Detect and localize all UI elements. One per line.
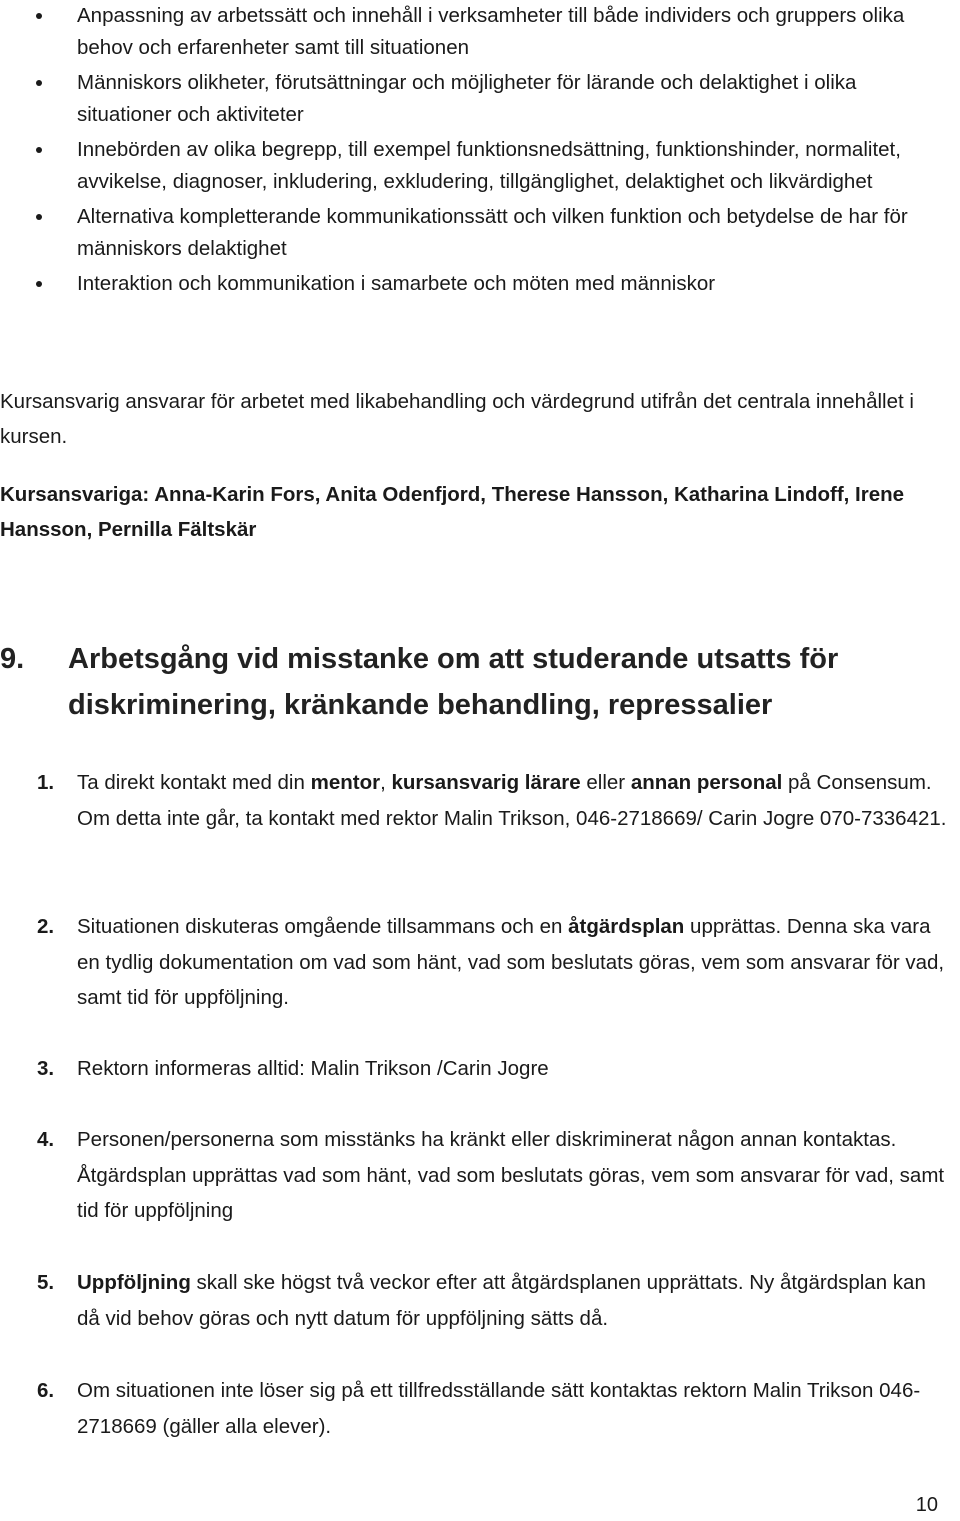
step-text: [0, 1265, 950, 1336]
section-title: Arbetsgång vid misstanke om att studerande utsatts för diskriminering, kränkande behandling, repressalier: [68, 643, 839, 721]
step-item: [0, 1051, 950, 1087]
step-text-segment: Ta direkt kontakt med din: [77, 771, 311, 794]
step-text-segment: upprättas. Denna ska vara en tydlig dokumentation om vad som hänt, vad som beslutats göras, vem som ansvarar för vad, samt tid för uppföljning.: [77, 915, 945, 1009]
bullet-text: Människors olikheter, förutsättningar och möjligheter för lärande och delaktighet i olika situationer och aktiviteter: [77, 71, 857, 126]
step-item: [0, 1373, 950, 1444]
step-number: 4.: [37, 1128, 55, 1151]
step-text-segment: Rektorn informeras alltid: Malin Trikson /Carin Jogre: [77, 1057, 549, 1080]
section-heading: [0, 636, 950, 728]
responsibility-paragraph: Kursansvarig ansvarar för arbetet med likabehandling och värdegrund utifrån det centrala innehållet i kursen.: [0, 390, 914, 448]
step-item: [0, 1122, 950, 1229]
step-text: [0, 1122, 950, 1229]
bullet-item: [0, 201, 950, 264]
step-text-segment: ,: [380, 771, 392, 794]
bullet-text: Alternativa kompletterande kommunikationssätt och vilken funktion och betydelse de har för människors delaktighet: [77, 205, 908, 260]
step-item: [0, 765, 950, 836]
responsible-persons: Kursansvariga: Anna-Karin Fors, Anita Odenfjord, Therese Hansson, Katharina Lindoff, Irene Hansson, Pernilla Fältskär: [0, 483, 905, 541]
step-number: 3.: [37, 1057, 55, 1080]
bullet-dot-icon: [36, 13, 42, 19]
step-text-segment: eller: [580, 771, 631, 794]
step-text-segment: Personen/personerna som misstänks ha kränkt eller diskriminerat någon annan kontaktas. Åtgärdsplan upprättas vad som hänt, vad som beslutats göras, vem som ansvarar för vad, samt tid för uppföljning: [77, 1128, 945, 1222]
step-text-segment: Om situationen inte löser sig på ett tillfredsställande sätt kontaktas rektorn Malin Trikson 046-2718669 (gäller alla elever).: [77, 1379, 921, 1438]
step-text-segment: Situationen diskuteras omgående tillsammans och en: [77, 915, 569, 938]
bullet-item: [0, 268, 950, 300]
step-number: 5.: [37, 1271, 55, 1294]
step-text: [0, 1373, 950, 1444]
bullet-item: [0, 134, 950, 197]
bullet-text: Anpassning av arbetssätt och innehåll i verksamheter till både individers och gruppers olika behov och erfarenheter samt till situationen: [77, 4, 905, 59]
step-number: 6.: [37, 1379, 55, 1402]
step-text-bold-segment: kursansvarig lärare: [391, 771, 581, 794]
step-item: [0, 1265, 950, 1336]
step-text-segment: skall ske högst två veckor efter att åtgärdsplanen upprättats. Ny åtgärdsplan kan då vid behov göras och nytt datum för uppföljning sätts då.: [77, 1271, 926, 1330]
step-number: 2.: [37, 915, 55, 938]
step-text-bold-segment: annan personal: [630, 771, 783, 794]
bullet-text: Innebörden av olika begrepp, till exempel funktionsnedsättning, funktionshinder, normalitet, avvikelse, diagnoser, inkludering, exkludering, tillgänglighet, delaktighet och likvärdighet: [77, 138, 901, 193]
step-item: [0, 909, 950, 1016]
bullet-dot-icon: [36, 281, 42, 287]
step-text-segment: på Consensum. Om detta inte går, ta kontakt med rektor Malin Trikson, 046-2718669/ Carin Jogre 070-7336421.: [77, 771, 947, 830]
step-text: [0, 1051, 950, 1087]
page-number: 10: [915, 1494, 938, 1516]
bullet-item: [0, 0, 950, 63]
step-text: [0, 909, 950, 1016]
step-text-bold-segment: åtgärdsplan: [568, 915, 685, 938]
bullet-dot-icon: [36, 147, 42, 153]
bullet-item: [0, 67, 950, 130]
step-text-bold-segment: Uppföljning: [77, 1271, 191, 1294]
step-number: 1.: [37, 771, 55, 794]
bullet-dot-icon: [36, 80, 42, 86]
bullet-dot-icon: [36, 214, 42, 220]
step-text-bold-segment: mentor: [310, 771, 381, 794]
bullet-text: Interaktion och kommunikation i samarbete och möten med människor: [77, 272, 716, 295]
bullet-list: [0, 0, 950, 300]
step-text: [0, 765, 950, 836]
section-number: 9.: [0, 643, 25, 675]
